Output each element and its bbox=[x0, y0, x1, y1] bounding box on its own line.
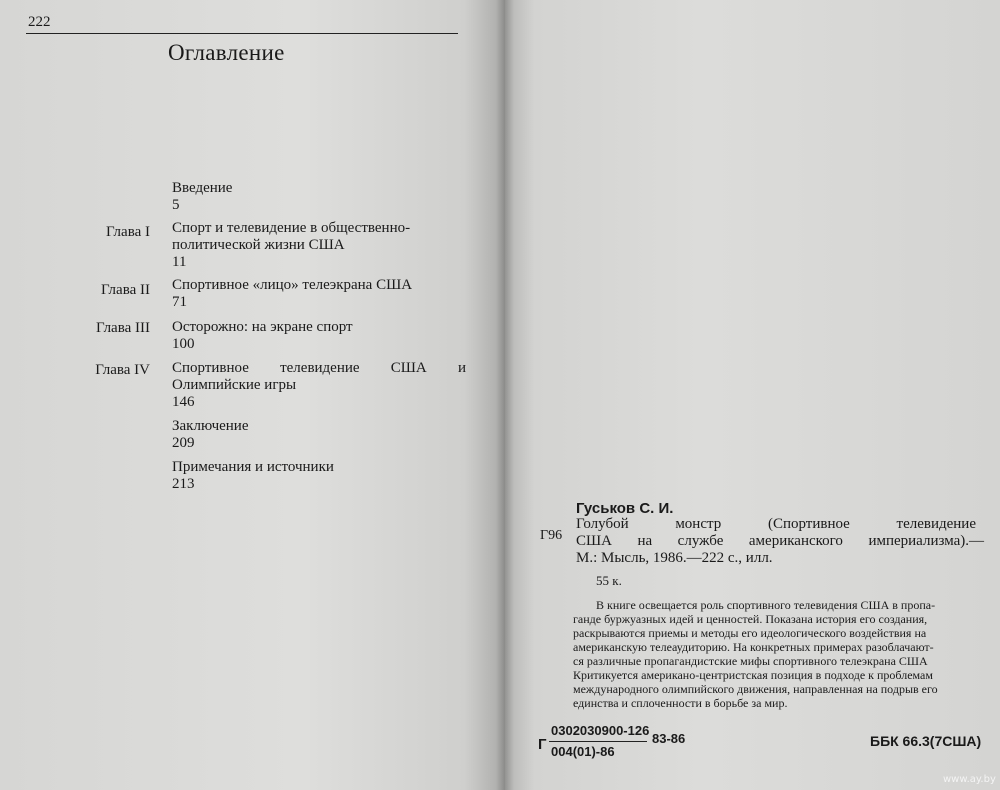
footer-denominator: 004(01)-86 bbox=[551, 744, 615, 759]
toc-chapter-label: Глава III bbox=[96, 320, 150, 336]
toc-entry-title: Спортивное «лицо» телеэкрана США bbox=[172, 277, 413, 293]
toc-entry-page: 11 bbox=[172, 254, 187, 270]
bib-author: Гуськов С. И. bbox=[576, 500, 674, 517]
toc-entry-page: 71 bbox=[172, 294, 187, 310]
page-number: 222 bbox=[28, 14, 51, 30]
watermark: www.ay.by bbox=[943, 774, 996, 785]
footer-letter: Г bbox=[538, 736, 547, 753]
footer-numerator: 0302030900-126 bbox=[551, 723, 650, 738]
annotation-line: Критикуется американо-центристская позиция в подходе к проблемам bbox=[573, 668, 933, 682]
annotation-line: раскрываются приемы и методы его идеологического воздействия на bbox=[573, 626, 927, 640]
fraction-rule bbox=[549, 741, 647, 742]
toc-title: Оглавление bbox=[168, 40, 285, 65]
toc-entry-title: Спорт и телевидение в общественно- bbox=[172, 220, 411, 236]
book-gutter bbox=[496, 0, 514, 790]
annotation-line: В книге освещается роль спортивного телевидения США в пропа- bbox=[596, 598, 936, 612]
toc-entry-title: политической жизни США bbox=[172, 237, 345, 253]
toc-entry-title: Спортивное телевидение США и bbox=[172, 360, 466, 376]
toc-entry-page: 209 bbox=[172, 435, 195, 451]
bib-line: М.: Мысль, 1986.—222 с., илл. bbox=[576, 550, 773, 566]
toc-entry-title: Введение bbox=[172, 180, 233, 196]
footer-suffix: 83-86 bbox=[652, 731, 686, 746]
bib-line: США на службе американского империализма).— bbox=[576, 533, 984, 549]
bib-line: Голубой монстр (Спортивное телевидение bbox=[576, 516, 976, 532]
annotation-line: международного олимпийского движения, направленная на подрыв его bbox=[573, 682, 938, 696]
toc-entry-title: Примечания и источники bbox=[172, 459, 334, 475]
toc-chapter-label: Глава II bbox=[101, 282, 150, 298]
header-rule bbox=[26, 33, 458, 34]
toc-entry-title: Заключение bbox=[172, 418, 249, 434]
toc-entry-page: 100 bbox=[172, 336, 195, 352]
toc-chapter-label: Глава IV bbox=[95, 362, 150, 378]
bbk-code: ББК 66.3(7США) bbox=[870, 733, 982, 749]
toc-entry-page: 146 bbox=[172, 394, 195, 410]
toc-chapter-label: Глава I bbox=[106, 224, 150, 240]
annotation-line: ся различные пропагандистские мифы спортивного телеэкрана США bbox=[573, 654, 928, 668]
price: 55 к. bbox=[596, 573, 622, 588]
annotation-line: единства и сплоченности в борьбе за мир. bbox=[573, 696, 788, 710]
annotation-line: ганде буржуазных идей и ценностей. Показана история его создания, bbox=[573, 612, 928, 626]
bib-code: Г96 bbox=[540, 528, 563, 543]
toc-entry-title: Олимпийские игры bbox=[172, 377, 297, 393]
toc-entry-page: 5 bbox=[172, 197, 180, 213]
toc-entry-page: 213 bbox=[172, 476, 195, 492]
toc-entry-title: Осторожно: на экране спорт bbox=[172, 319, 353, 335]
annotation-line: американскую телеаудиторию. На конкретных примерах разоблачают- bbox=[573, 640, 934, 654]
